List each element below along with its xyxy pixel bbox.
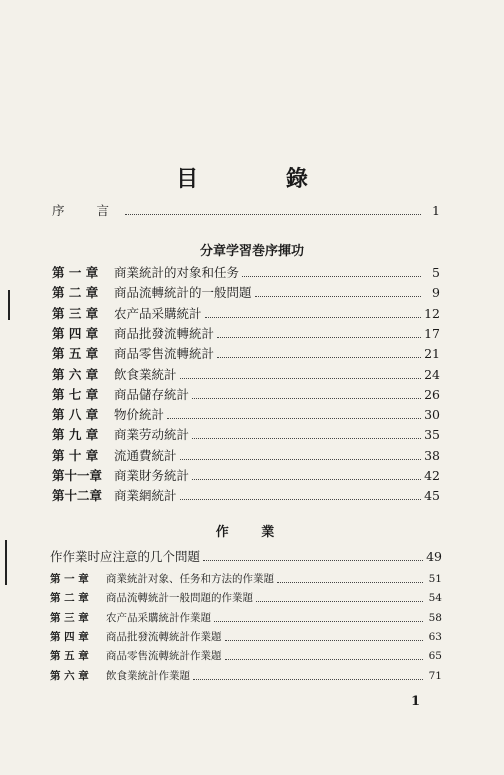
entry-page: 65 <box>428 650 442 663</box>
entry-page: 63 <box>428 630 442 643</box>
entry-title: 商品零售流轉統計 <box>114 346 215 362</box>
exercise-entry <box>50 626 442 644</box>
page-title: 目 錄 <box>176 166 348 192</box>
chapter-entry <box>52 384 440 402</box>
chapter-entry <box>52 303 440 321</box>
leader-dots <box>217 336 421 338</box>
entry-page: 26 <box>424 386 440 402</box>
leader-dots <box>205 316 421 318</box>
notes-label: 作作業时应注意的几个問題 <box>50 549 201 564</box>
entry-title: 商業網統計 <box>114 488 177 504</box>
chapter-entry <box>52 364 440 382</box>
leader-dots <box>180 377 421 379</box>
chapter-number: 第 四 章 <box>50 630 89 643</box>
entry-page: 12 <box>424 305 440 321</box>
chapter-entry <box>52 485 440 503</box>
leader-dots <box>180 498 421 500</box>
chapter-entry <box>52 323 440 341</box>
chapter-number: 第 一 章 <box>52 265 99 280</box>
preface-entry <box>52 200 440 218</box>
chapter-number: 第 六 章 <box>52 366 99 382</box>
exercise-entry <box>50 607 442 625</box>
entry-page: 71 <box>428 669 442 682</box>
entry-page: 35 <box>424 427 440 443</box>
entry-page: 45 <box>424 488 440 504</box>
entry-page: 58 <box>428 611 442 624</box>
entry-title: 商品流轉統計的一般問題 <box>114 285 252 301</box>
entry-title: 飲食業統計作業題 <box>106 669 190 682</box>
chapter-number: 第 四 章 <box>52 325 99 341</box>
entry-page: 24 <box>424 366 440 382</box>
leader-dots <box>256 600 423 602</box>
chapter-number: 第十二章 <box>52 488 103 504</box>
entry-title: 商業統計对象、任务和方法的作業題 <box>106 573 274 585</box>
chapter-number: 第 二 章 <box>52 285 99 301</box>
chapter-number: 第 八 章 <box>52 407 99 423</box>
entry-title: 商業劳动統計 <box>114 427 190 443</box>
entry-page: 9 <box>432 285 440 301</box>
entry-title: 商品零售流轉統計作業題 <box>106 650 222 663</box>
exercise-entry <box>50 665 442 683</box>
entry-page: 54 <box>428 592 442 605</box>
scan-mark <box>5 540 7 585</box>
scan-mark <box>8 290 10 320</box>
entry-page: 17 <box>424 325 440 341</box>
chapter-number: 第 三 章 <box>52 305 99 321</box>
entry-title: 商品批發流轉統計作業題 <box>106 630 222 643</box>
chapter-entry <box>52 343 440 361</box>
chapter-number: 第 七 章 <box>52 386 99 402</box>
entry-title: 商業統計的对象和任务 <box>114 265 240 280</box>
chapter-entry <box>52 404 440 422</box>
leader-dots <box>193 678 423 680</box>
exercise-entry <box>50 645 442 663</box>
leader-dots <box>203 559 423 561</box>
chapter-entry <box>52 465 440 483</box>
entry-page: 30 <box>424 407 440 423</box>
chapter-number: 第 十 章 <box>52 447 99 463</box>
leader-dots <box>277 581 423 583</box>
exercise-entry <box>50 587 442 605</box>
section-heading-chapters: 分章学習巻序揮功 <box>199 244 304 259</box>
chapter-entry <box>52 424 440 442</box>
entry-title: 商品儲存統計 <box>114 386 190 402</box>
leader-dots <box>192 397 421 399</box>
exercise-entry <box>50 568 442 586</box>
entry-page: 5 <box>432 265 440 280</box>
page-number: 1 <box>411 694 421 709</box>
entry-title: 商品批發流轉統計 <box>114 325 215 341</box>
entry-page: 42 <box>424 468 440 483</box>
entry-page: 21 <box>424 346 440 362</box>
entry-title: 商品流轉統計一般問題的作業題 <box>106 592 253 605</box>
leader-dots <box>192 478 421 480</box>
chapter-number: 第 六 章 <box>50 669 89 682</box>
section-heading-exercises: 作 業 <box>215 525 289 540</box>
chapter-number: 第 三 章 <box>50 611 89 624</box>
entry-page: 38 <box>424 447 440 463</box>
entry-title: 物价統計 <box>114 407 165 423</box>
notes-entry <box>50 546 442 564</box>
leader-dots <box>192 437 421 439</box>
leader-dots <box>242 275 421 277</box>
leader-dots <box>225 639 424 641</box>
preface-label: 序 言 <box>52 203 123 218</box>
chapter-number: 第 五 章 <box>52 346 99 362</box>
leader-dots <box>125 213 421 215</box>
chapter-entry <box>52 445 440 463</box>
chapter-entry <box>52 282 440 300</box>
entry-page: 51 <box>428 573 442 585</box>
chapter-number: 第 九 章 <box>52 427 99 443</box>
leader-dots <box>180 458 421 460</box>
leader-dots <box>255 295 421 297</box>
chapter-number: 第 二 章 <box>50 592 89 605</box>
leader-dots <box>167 417 421 419</box>
chapter-number: 第 一 章 <box>50 573 89 585</box>
leader-dots <box>214 620 423 622</box>
entry-title: 飲食業統計 <box>114 366 177 382</box>
leader-dots <box>217 356 421 358</box>
chapter-number: 第十一章 <box>52 468 103 483</box>
entry-title: 农产品采購統計 <box>114 305 202 321</box>
entry-title: 农产品采購統計作業題 <box>106 611 211 624</box>
chapter-number: 第 五 章 <box>50 650 89 663</box>
preface-page: 1 <box>432 203 440 218</box>
leader-dots <box>225 658 424 660</box>
notes-page: 49 <box>426 549 442 564</box>
chapter-entry <box>52 262 440 280</box>
entry-title: 流通費統計 <box>114 447 177 463</box>
entry-title: 商業財务統計 <box>114 468 190 483</box>
